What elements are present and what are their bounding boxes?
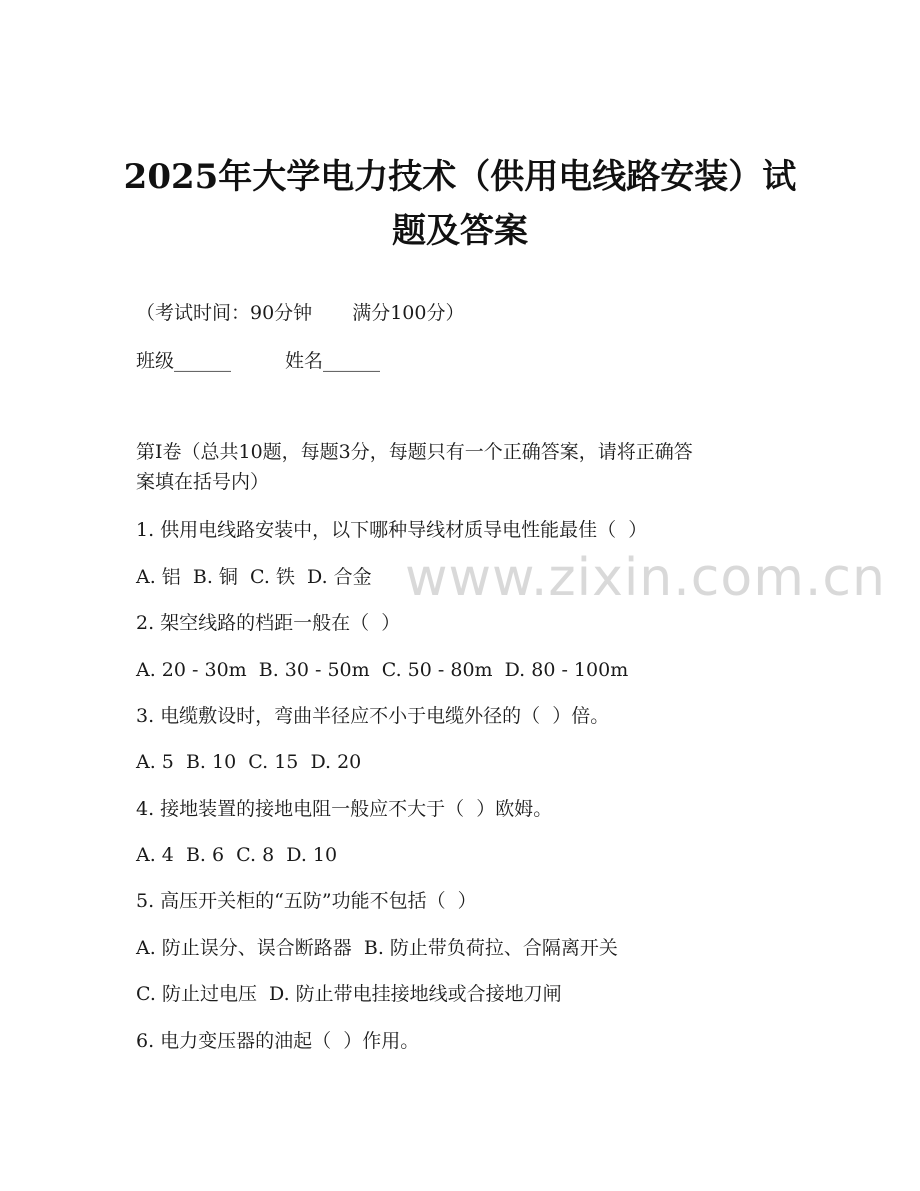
- title-line-2: 题及答案: [392, 211, 528, 251]
- student-fields: [136, 347, 380, 375]
- exam-time: （考试时间：90分钟: [136, 302, 313, 324]
- question-5: 5. 高压开关柜的“五防”功能不包括（ ）: [136, 890, 477, 912]
- question-2-options: A. 20 - 30m B. 30 - 50m C. 50 - 80m D. 80 - 100m: [136, 659, 629, 681]
- section-instructions-line-2: 案填在括号内）: [136, 471, 270, 493]
- question-1: 1. 供用电线路安装中，以下哪种导线材质导电性能最佳（ ）: [136, 519, 648, 541]
- question-5-options-2: C. 防止过电压 D. 防止带电挂接地线或合接地刀闸: [136, 983, 562, 1005]
- question-1-options: A. 铝 B. 铜 C. 铁 D. 合金: [136, 566, 372, 588]
- section-instructions-line-1: 第I卷（总共10题，每题3分，每题只有一个正确答案，请将正确答: [136, 441, 693, 463]
- document-title: [60, 150, 860, 258]
- question-6: 6. 电力变压器的油起（ ）作用。: [136, 1030, 420, 1052]
- exam-score: 满分100分）: [352, 302, 465, 324]
- question-4: 4. 接地装置的接地电阻一般应不大于（ ）欧姆。: [136, 798, 553, 820]
- question-2: 2. 架空线路的档距一般在（ ）: [136, 612, 401, 634]
- question-3: 3. 电缆敷设时，弯曲半径应不小于电缆外径的（ ）倍。: [136, 705, 610, 727]
- question-5-options-1: A. 防止误分、误合断路器 B. 防止带负荷拉、合隔离开关: [136, 937, 618, 959]
- question-3-options: A. 5 B. 10 C. 15 D. 20: [136, 751, 362, 773]
- name-field: 姓名______: [285, 350, 381, 372]
- watermark: www.zixin.com.cn: [405, 548, 886, 608]
- question-4-options: A. 4 B. 6 C. 8 D. 10: [136, 844, 338, 866]
- class-field: 班级______: [136, 350, 232, 372]
- exam-info: [136, 299, 464, 327]
- title-line-1: 2025年大学电力技术（供用电线路安装）试: [123, 157, 797, 197]
